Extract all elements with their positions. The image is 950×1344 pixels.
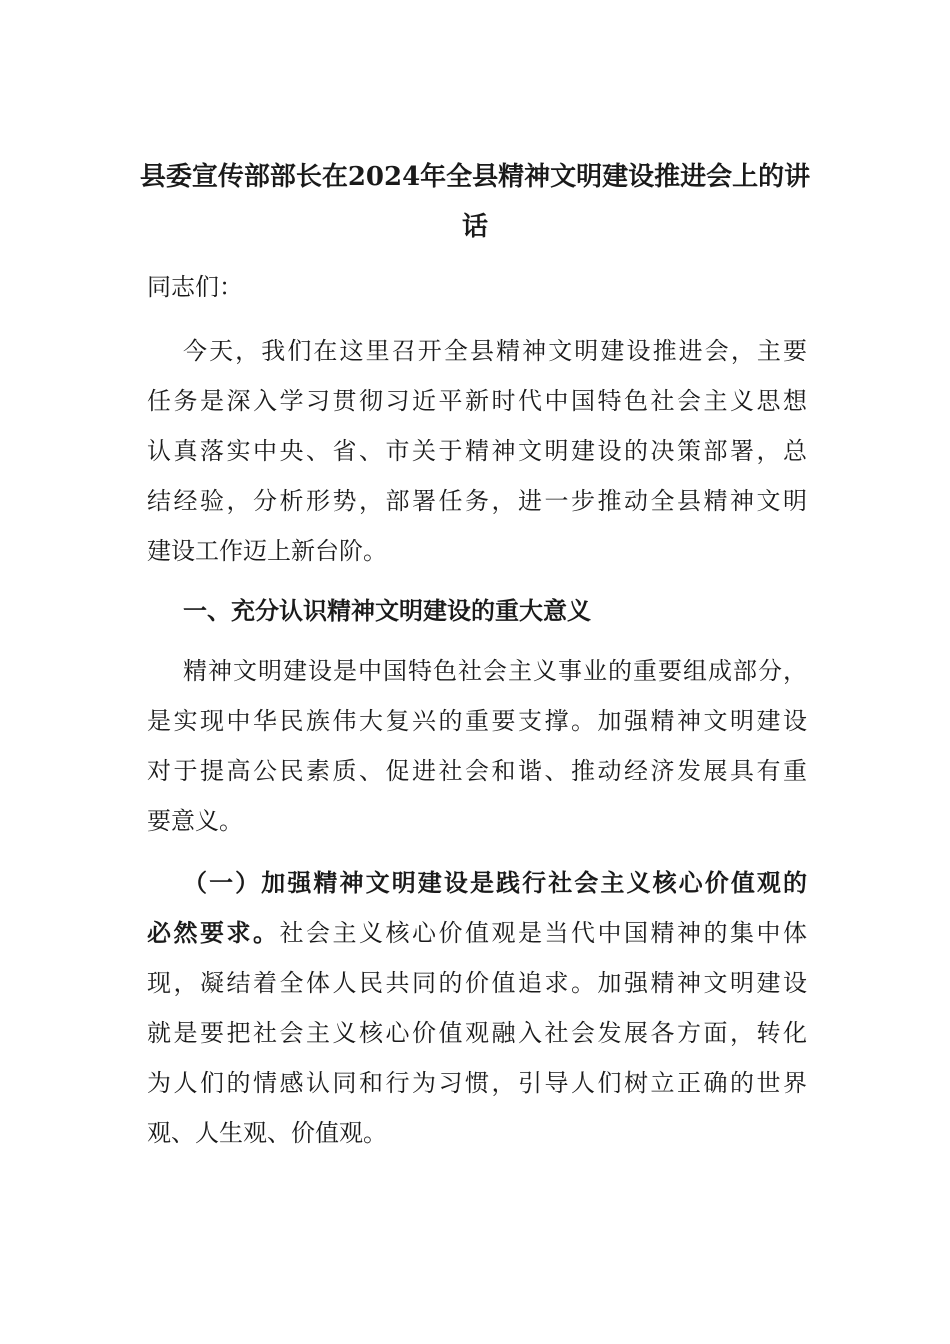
- intro-line-4: 结经验，分析形势，部署任务，进一步推动全县精神文明: [147, 487, 807, 515]
- sub1-line-6: 观、人生观、价值观。: [147, 1119, 387, 1147]
- sub1-line-2-text: 社会主义核心价值观是当代中国精神的集中体: [279, 919, 807, 947]
- section-heading-1: 一、充分认识精神文明建设的重大意义: [183, 596, 591, 625]
- document-title-line-2: 话: [461, 212, 488, 242]
- sub1-line-4: 就是要把社会主义核心价值观融入社会发展各方面，转化: [147, 1019, 807, 1047]
- section1-line-4: 要意义。: [147, 807, 243, 835]
- sub1-line-3: 现，凝结着全体人民共同的价值追求。加强精神文明建设: [147, 969, 807, 997]
- intro-line-1: 今天，我们在这里召开全县精神文明建设推进会，主要: [183, 337, 807, 365]
- subsection-heading-1-end: 必然要求。: [147, 918, 280, 947]
- intro-line-3: 认真落实中央、省、市关于精神文明建设的决策部署，总: [147, 437, 807, 465]
- section1-line-2: 是实现中华民族伟大复兴的重要支撑。加强精神文明建设: [147, 707, 807, 735]
- greeting: 同志们：: [147, 273, 243, 301]
- subsection-heading-1: （一）加强精神文明建设是践行社会主义核心价值观的: [183, 868, 807, 897]
- intro-line-2: 任务是深入学习贯彻习近平新时代中国特色社会主义思想: [147, 387, 807, 415]
- sub1-line-2: [147, 918, 807, 948]
- sub1-line-5: 为人们的情感认同和行为习惯，引导人们树立正确的世界: [147, 1069, 807, 1097]
- section1-line-3: 对于提高公民素质、促进社会和谐、推动经济发展具有重: [147, 757, 807, 785]
- intro-line-5: 建设工作迈上新台阶。: [147, 537, 387, 565]
- section1-line-1: 精神文明建设是中国特色社会主义事业的重要组成部分，: [183, 657, 807, 685]
- document-title-line-1: 县委宣传部部长在2024年全县精神文明建设推进会上的讲: [139, 162, 811, 192]
